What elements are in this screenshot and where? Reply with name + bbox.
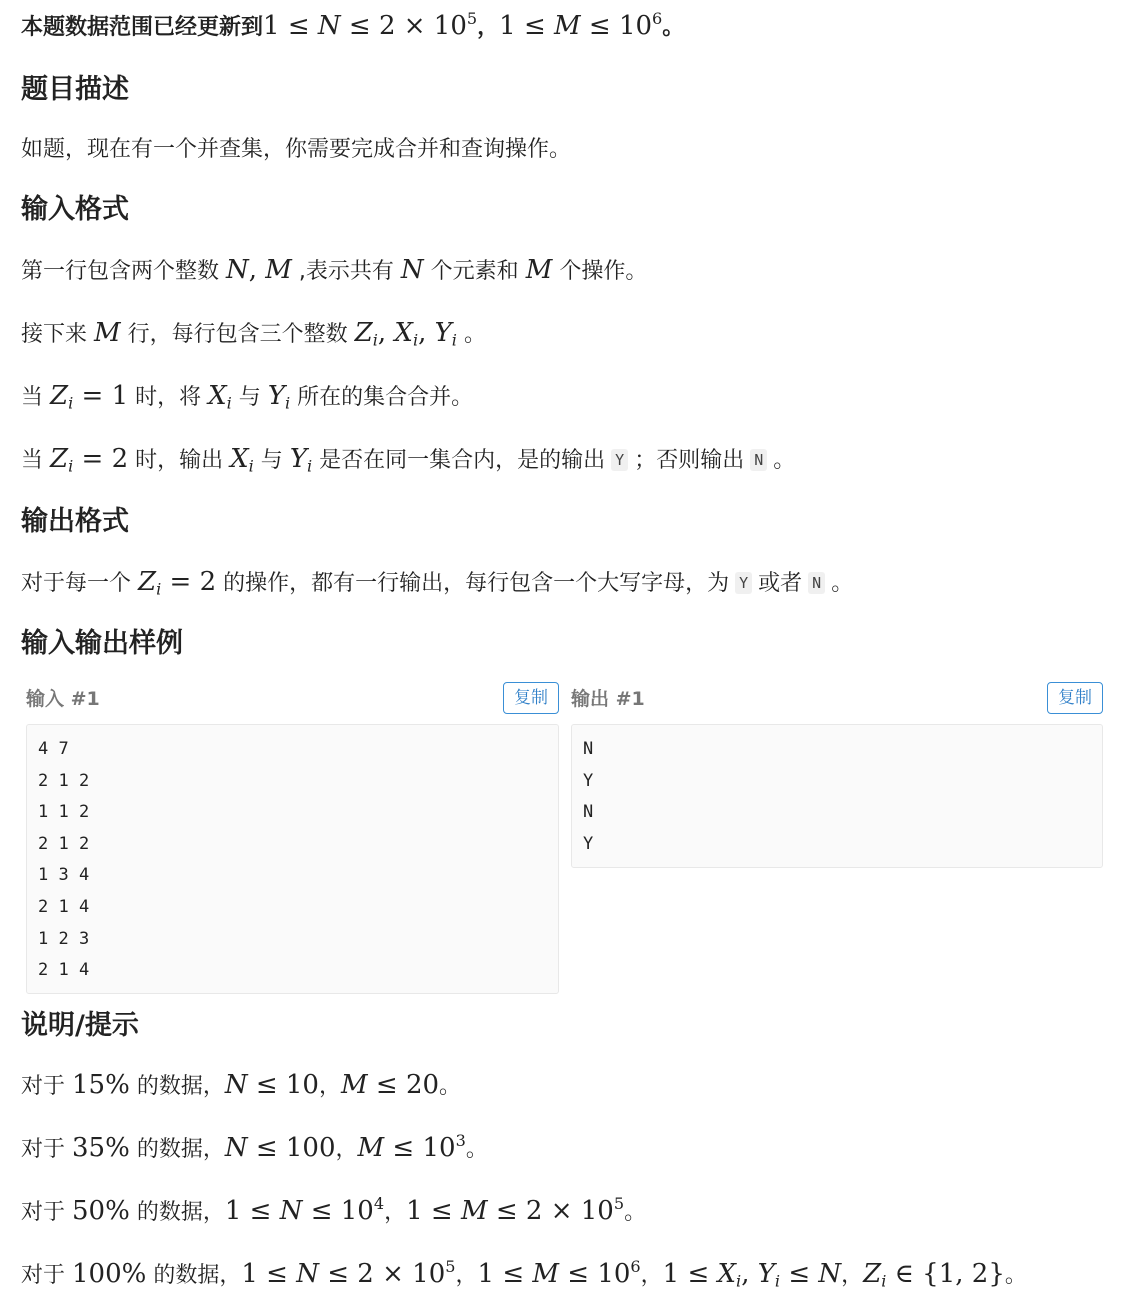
description-text: 如题，现在有一个并查集，你需要完成合并和查询操作。	[21, 137, 572, 162]
section-title-output-format: 输出格式	[21, 506, 129, 537]
section-title-hint: 说明/提示	[21, 1010, 139, 1041]
sample-output-title: 输出 #1	[571, 688, 645, 710]
section-title-description: 题目描述	[21, 74, 129, 105]
output-format-text: 对于每一个 $Z_i = 2$ 的操作，都有一行输出，每行包含一个大写字母，为 Y 或者 N 。	[21, 567, 854, 599]
copy-output-button[interactable]: 复制	[1047, 682, 1103, 714]
inline-code-no: N	[808, 572, 825, 594]
sample-output-header	[571, 682, 1103, 716]
copy-input-button[interactable]: 复制	[503, 682, 559, 714]
inline-code-yes: Y	[611, 449, 628, 471]
section-title-input-format: 输入格式	[21, 194, 129, 225]
data-range-notice: 本题数据范围已经更新到$1 \le N \le 2 \times 10^5$，$1 \le M \le 10^6$。	[21, 9, 685, 41]
section-title-samples: 输入输出样例	[21, 628, 183, 659]
inline-code-yes: Y	[735, 572, 752, 594]
sample-input-block[interactable]: 4 7 2 1 2 1 1 2 2 1 2 1 3 4 2 1 4 1 2 3 2 1 4	[26, 724, 559, 994]
hint-line-35: 对于 35% 的数据，N ≤ 100，$M \le 10^3$。	[21, 1131, 488, 1163]
input-format-line-4: 当 $Z_i = 2$ 时，输出 $X_i$ 与 $Y_i$ 是否在同一集合内，是的输出 Y ；否则输出 N 。	[21, 444, 796, 476]
hint-line-50: 对于 50% 的数据，$1 \le N \le 10^4$，$1 \le M \le 2 \times 10^5$。	[21, 1194, 647, 1226]
sample-input-header	[26, 682, 559, 716]
inline-code-no: N	[750, 449, 767, 471]
hint-line-15: 对于 15% 的数据，N ≤ 10，M ≤ 20。	[21, 1070, 462, 1100]
input-format-line-1: 第一行包含两个整数 N, M ,表示共有 N 个元素和 M 个操作。	[21, 255, 648, 285]
sample-output-block[interactable]: N Y N Y	[571, 724, 1103, 868]
hint-line-100: 对于 100% 的数据，$1 \le N \le 2 \times 10^5$，$1 \le M \le 10^6$，$1 \le X_i$, $Y_i \le N$，$Z_i$ ∈ {1, 2}。	[21, 1257, 1027, 1291]
input-format-line-2: 接下来 M 行，每行包含三个整数 $Z_i$, $X_i$, $Y_i$ 。	[21, 318, 486, 350]
input-format-line-3: 当 $Z_i = 1$ 时，将 $X_i$ 与 $Y_i$ 所在的集合合并。	[21, 381, 474, 413]
sample-input-title: 输入 #1	[26, 688, 100, 710]
